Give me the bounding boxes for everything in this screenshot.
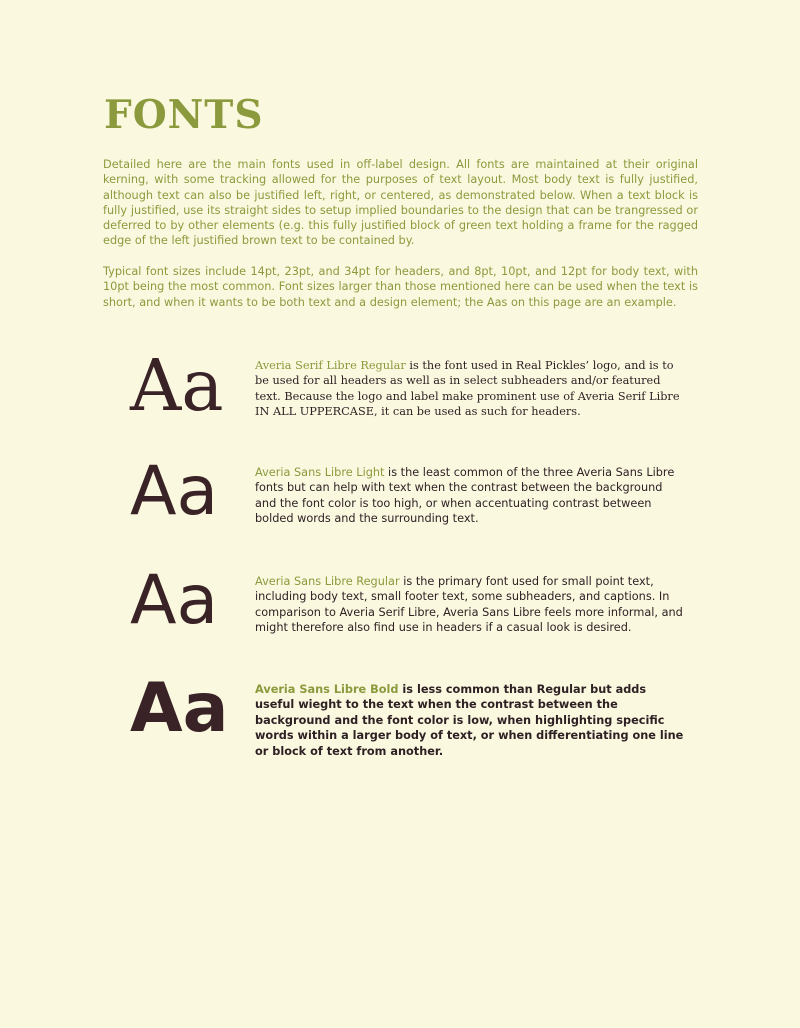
font-description-sans-regular <box>255 574 687 636</box>
font-name-sans-light: Averia Sans Libre Light <box>255 466 385 479</box>
intro-paragraph-2: Typical font sizes include 14pt, 23pt, and 34pt for headers, and 8pt, 10pt, and 12pt for body text, with 10pt being the most common. Font sizes larger than those mentioned here can be used when the text is short, and when it wants to be both text and a design element; the Aas on this page are an example. <box>103 265 698 309</box>
font-sample-sans-light: Aa <box>130 452 219 531</box>
intro-paragraph-1: Detailed here are the main fonts used in off-label design. All fonts are maintained at their original kerning, with some tracking allowed for the purposes of text layout. Most body text is fully justified, although text can also be justified left, right, or centered, as demonstrated below. When a text block is fully justified, use its straight sides to setup implied boundaries to the design that can be trangressed or deferred to by other elements (e.g. this fully justified block of green text holding a frame for the ragged edge of the left justified brown text to be contained by. <box>103 158 698 248</box>
font-text-sans-light: is the least common of the three Averia Sans Libre fonts but can help with text when the contrast between the background and the font color is too high, or when accentuating contrast between bolded words and the surrounding text. <box>255 466 675 526</box>
font-description-sans-bold <box>255 682 687 759</box>
font-text-serif-regular: is the font used in Real Pickles’ logo, and is to be used for all headers as well as in select subheaders and/or featured text. Because the logo and label make prominent use of Averia Serif Libre IN ALL UPPERCASE, it can be used as such for headers. <box>255 359 680 419</box>
font-name-sans-bold: Averia Sans Libre Bold <box>255 683 399 696</box>
font-description-serif-regular <box>255 358 687 420</box>
font-description-sans-light <box>255 465 687 527</box>
font-sample-sans-regular: Aa <box>130 561 219 640</box>
font-text-sans-bold: is less common than Regular but adds useful wieght to the text when the contrast between the background and the font color is low, when highlighting specific words within a larger body of text, or when differentiating one line or block of text from another. <box>255 683 684 758</box>
font-sample-serif-regular: Aa <box>130 344 224 427</box>
font-name-sans-regular: Averia Sans Libre Regular <box>255 575 400 588</box>
font-sample-sans-bold: Aa <box>130 669 229 748</box>
page-title: FONTS <box>104 92 264 138</box>
font-text-sans-regular: is the primary font used for small point text, including body text, small footer text, some subheaders, and captions. In comparison to Averia Serif Libre, Averia Sans Libre feels more informal, and might therefore also find use in headers if a casual look is desired. <box>255 575 683 635</box>
font-name-serif-regular: Averia Serif Libre Regular <box>255 359 406 372</box>
